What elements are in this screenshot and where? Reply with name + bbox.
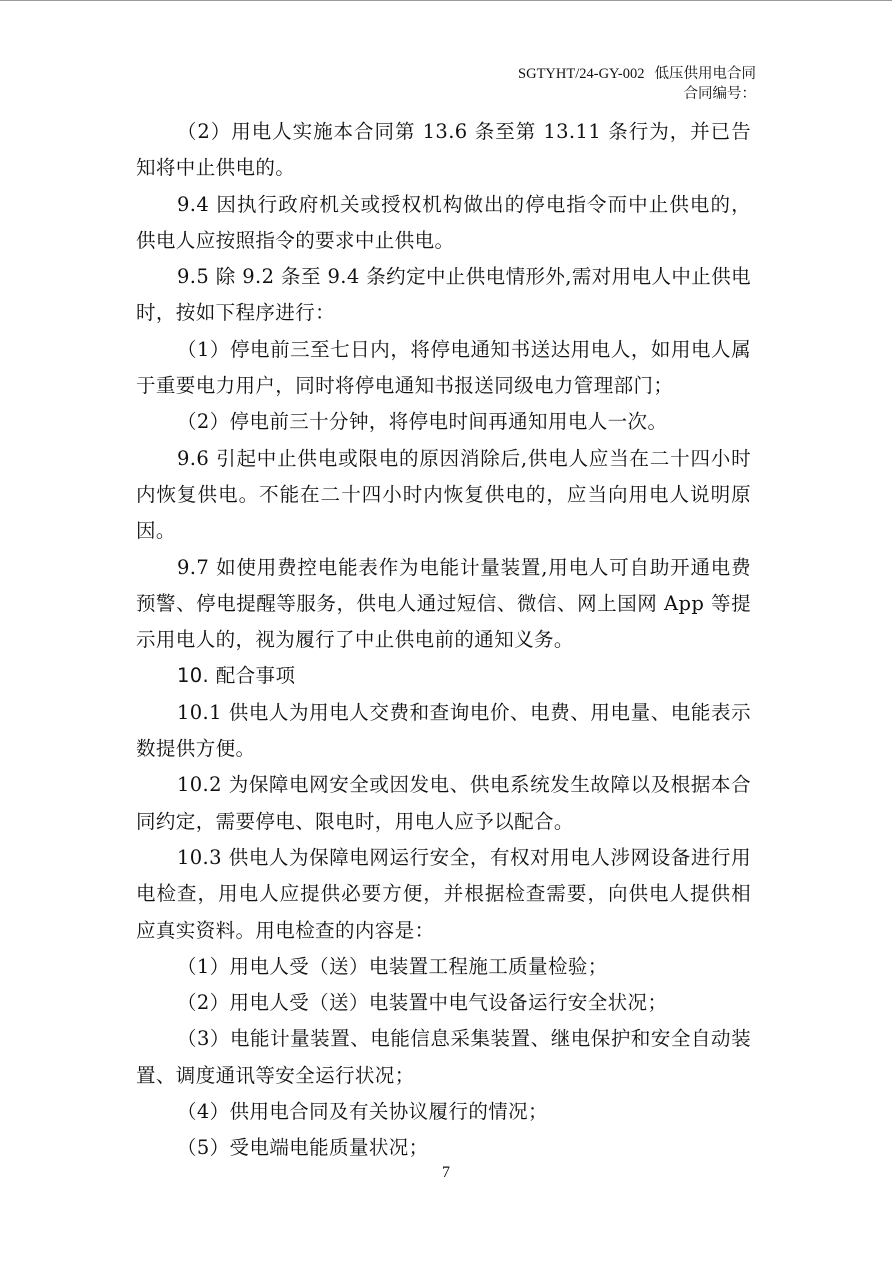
- paragraph: （4）供用电合同及有关协议履行的情况；: [176, 1100, 548, 1124]
- section-heading: 10. 配合事项: [176, 664, 296, 688]
- paragraph: （1）用电人受（送）电装置工程施工质量检验；: [176, 954, 608, 978]
- paragraph: （1）停电前三至七日内，将停电通知书送达用电人，如用电人属于重要电力用户，同时将停电通知书报送同级电力管理部门；: [136, 337, 751, 398]
- page-top-rule: [0, 0, 892, 1]
- contract-code: SGTYHT/24-GY-002: [518, 66, 645, 82]
- paragraph: 9.4 因执行政府机关或授权机构做出的停电指令而中止供电的，供电人应按照指令的要求中止供电。: [136, 192, 751, 252]
- page-number: 7: [442, 1164, 450, 1181]
- paragraph: 10.3 供电人为保障电网运行安全，有权对用电人涉网设备进行用电检查，用电人应提供必要方便，并根据检查需要，向供电人提供相应真实资料。用电检查的内容是：: [136, 845, 751, 942]
- paragraph: （5）受电端电能质量状况；: [176, 1136, 429, 1160]
- header-title-line: [518, 64, 756, 84]
- document-body: [136, 114, 751, 1167]
- page-header: [518, 64, 756, 104]
- paragraph: 9.5 除 9.2 条至 9.4 条约定中止供电情形外,需对用电人中止供电时，按如下程序进行：: [136, 265, 751, 325]
- paragraph: 9.6 引起中止供电或限电的原因消除后,供电人应当在二十四小时内恢复供电。不能在二十四小时内恢复供电的，应当向用电人说明原因。: [136, 446, 751, 543]
- paragraph: （2）用电人实施本合同第 13.6 条至第 13.11 条行为，并已告知将中止供电的。: [136, 120, 751, 180]
- paragraph: 9.7 如使用费控电能表作为电能计量装置,用电人可自助开通电费预警、停电提醒等服务，供电人通过短信、微信、网上国网 App 等提示用电人的，视为履行了中止供电前的通知义务。: [136, 555, 751, 652]
- paragraph: 10.2 为保障电网安全或因发电、供电系统发生故障以及根据本合同约定，需要停电、限电时，用电人应予以配合。: [136, 773, 751, 833]
- paragraph: （2）停电前三十分钟，将停电时间再通知用电人一次。: [176, 410, 668, 434]
- paragraph: （3）电能计量装置、电能信息采集装置、继电保护和安全自动装置、调度通讯等安全运行状况；: [136, 1027, 751, 1087]
- paragraph: 10.1 供电人为用电人交费和查询电价、电费、用电量、电能表示数提供方便。: [136, 700, 751, 761]
- contract-title: 低压供用电合同: [654, 66, 756, 82]
- contract-number-label: 合同编号：: [683, 86, 756, 102]
- paragraph: （2）用电人受（送）电装置中电气设备运行安全状况；: [176, 991, 668, 1015]
